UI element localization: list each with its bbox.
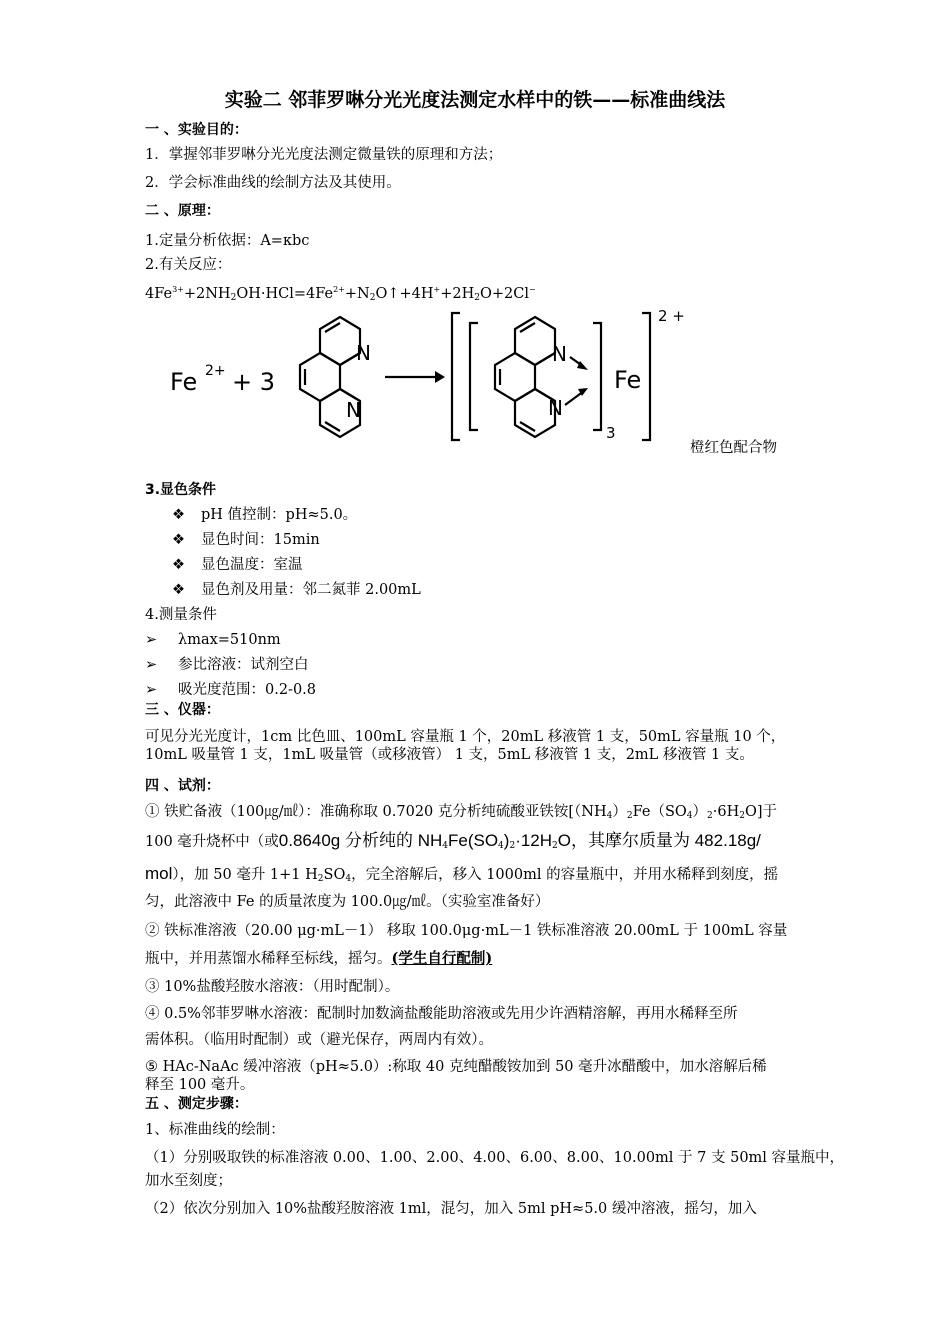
reagent-2-line: ② 铁标准溶液（20.00 μg·mL－1） 移取 100.0μg·mL－1 铁标准溶液 20.00mL 于 100mL 容量 bbox=[145, 923, 788, 939]
diamond-bullet: ❖ bbox=[172, 582, 185, 598]
procedure-step: 加水至刻度； bbox=[145, 1173, 232, 1189]
inner-bracket-left bbox=[470, 323, 478, 430]
nitrogen-label: N bbox=[552, 342, 567, 366]
reagent-1-line: mol），加 50 毫升 1+1 $H_2SO_4$，完全溶解后，移入 1000ml 的容量瓶中，并用水稀释到刻度，摇 bbox=[145, 864, 779, 884]
section-heading-procedure: 五 、测定步骤： bbox=[145, 1096, 248, 1112]
measurement-conditions-heading: 4.测量条件 bbox=[145, 607, 217, 623]
phenanthroline-ligand bbox=[495, 317, 555, 437]
reaction-scheme bbox=[160, 305, 720, 455]
instruments-text: 可见分光光度计，1cm 比色皿、100mL 容量瓶 1 个，20mL 移液管 1 支，50mL 容量瓶 10 个， bbox=[145, 729, 786, 745]
arrow-bullet: ➢ bbox=[145, 657, 158, 673]
objective-item: 2．学会标准曲线的绘制方法及其使用。 bbox=[145, 175, 401, 191]
page-title: 实验二 邻菲罗啉分光光度法测定水样中的铁——标准曲线法 bbox=[224, 89, 726, 111]
arrow-bullet: ➢ bbox=[145, 682, 158, 698]
reagent-1-line: ① 铁贮备液（100㎍/㎖）：准确称取 0.7020 克分析纯硫酸亚铁铵$[(NH_4)_2Fe(SO_4)_2\cdot 6H_2O]$于 bbox=[145, 804, 777, 821]
reagent-5-line: ⑤ HAc-NaAc 缓冲溶液（pH≈5.0）:称取 40 克纯醋酸铵加到 50 毫升冰醋酸中，加水溶解后稀 bbox=[145, 1059, 767, 1075]
section-heading-instruments: 三 、仪器： bbox=[145, 702, 220, 718]
nitrogen-label: N bbox=[548, 396, 563, 420]
arrow-bullet: ➢ bbox=[145, 632, 158, 648]
measurement-item: λmax=510nm bbox=[178, 632, 281, 648]
ligand-count: 3 bbox=[606, 424, 616, 442]
reagent-2-line: 瓶中，并用蒸馏水稀释至标线，摇匀。(学生自行配制) bbox=[145, 950, 493, 967]
procedure-step: （1）分别吸取铁的标准溶液 0.00、1.00、2.00、4.00、6.00、8.00、10.00ml 于 7 支 50ml 容量瓶中， bbox=[145, 1150, 845, 1166]
section-heading-objectives: 一 、实验目的： bbox=[145, 122, 248, 138]
complex-caption: 橙红色配合物 bbox=[690, 440, 777, 456]
diamond-bullet: ❖ bbox=[172, 557, 185, 573]
measurement-item: 吸光度范围：0.2-0.8 bbox=[178, 682, 317, 698]
diamond-bullet: ❖ bbox=[172, 532, 185, 548]
section-heading-reagents: 四 、试剂： bbox=[145, 778, 220, 794]
reagent-4-line: ④ 0.5%邻菲罗啉水溶液：配制时加数滴盐酸能助溶液或先用少许酒精溶解，再用水稀释至所 bbox=[145, 1006, 738, 1022]
instruments-text: 10mL 吸量管 1 支，1mL 吸量管（或移液管） 1 支，5mL 移液管 1 支，2mL 移液管 1 支。 bbox=[145, 747, 754, 763]
section-heading-principle: 二 、原理： bbox=[145, 203, 220, 219]
nitrogen-label: N bbox=[356, 341, 371, 365]
principle-reaction-label: 2.有关反应： bbox=[145, 257, 232, 273]
procedure-step: 1、标准曲线的绘制： bbox=[145, 1122, 285, 1138]
reagent-4-line: 需体积。（临用时配制）或（避光保存，两周内有效）。 bbox=[145, 1032, 493, 1048]
outer-bracket-right bbox=[642, 313, 650, 440]
objective-item: 1．掌握邻菲罗啉分光光度法测定微量铁的原理和方法； bbox=[145, 147, 503, 163]
reagent-5-line: 释至 100 毫升。 bbox=[145, 1077, 255, 1093]
principle-basis: 1.定量分析依据：A=κbc bbox=[145, 233, 310, 249]
inner-bracket-right bbox=[593, 323, 601, 430]
condition-item: 显色时间：15min bbox=[201, 532, 320, 548]
color-conditions-heading: 3.显色条件 bbox=[145, 482, 217, 498]
plus-three-text: + 3 bbox=[232, 368, 276, 396]
condition-item: pH 值控制：pH≈5.0。 bbox=[201, 507, 358, 523]
fe-complex-text: Fe bbox=[614, 366, 642, 394]
reagent-1-line: 匀，此溶液中 Fe 的质量浓度为 100.0㎍/㎖。（实验室准备好） bbox=[145, 894, 550, 910]
outer-bracket-left bbox=[452, 313, 460, 440]
reagent-3-line: ③ 10%盐酸羟胺水溶液：（用时配制）。 bbox=[145, 979, 400, 995]
condition-item: 显色剂及用量：邻二氮菲 2.00mL bbox=[201, 582, 421, 598]
reagent-1-line: 100 毫升烧杯中（或0.8640g 分析纯的 $NH_4Fe(SO_4)_2\cdot 12H_2O$，其摩尔质量为 482.18g/ bbox=[145, 831, 761, 851]
fe2-text: Fe bbox=[170, 368, 198, 396]
measurement-item: 参比溶液：试剂空白 bbox=[178, 657, 309, 673]
complex-charge: 2 + bbox=[658, 307, 685, 325]
fe2-charge: 2+ bbox=[205, 363, 226, 379]
condition-item: 显色温度：室温 bbox=[201, 557, 303, 573]
diamond-bullet: ❖ bbox=[172, 507, 185, 523]
procedure-step: （2）依次分别加入 10%盐酸羟胺溶液 1ml，混匀，加入 5ml pH≈5.0 缓冲溶液，摇匀，加入 bbox=[145, 1201, 757, 1217]
nitrogen-label: N bbox=[346, 398, 361, 422]
reaction-equation: $4Fe^{3+}+2NH_2OH\cdot HCl=4Fe^{2+}+N_2O↑+4H^++2H_2O+2Cl^-$ bbox=[145, 285, 536, 303]
